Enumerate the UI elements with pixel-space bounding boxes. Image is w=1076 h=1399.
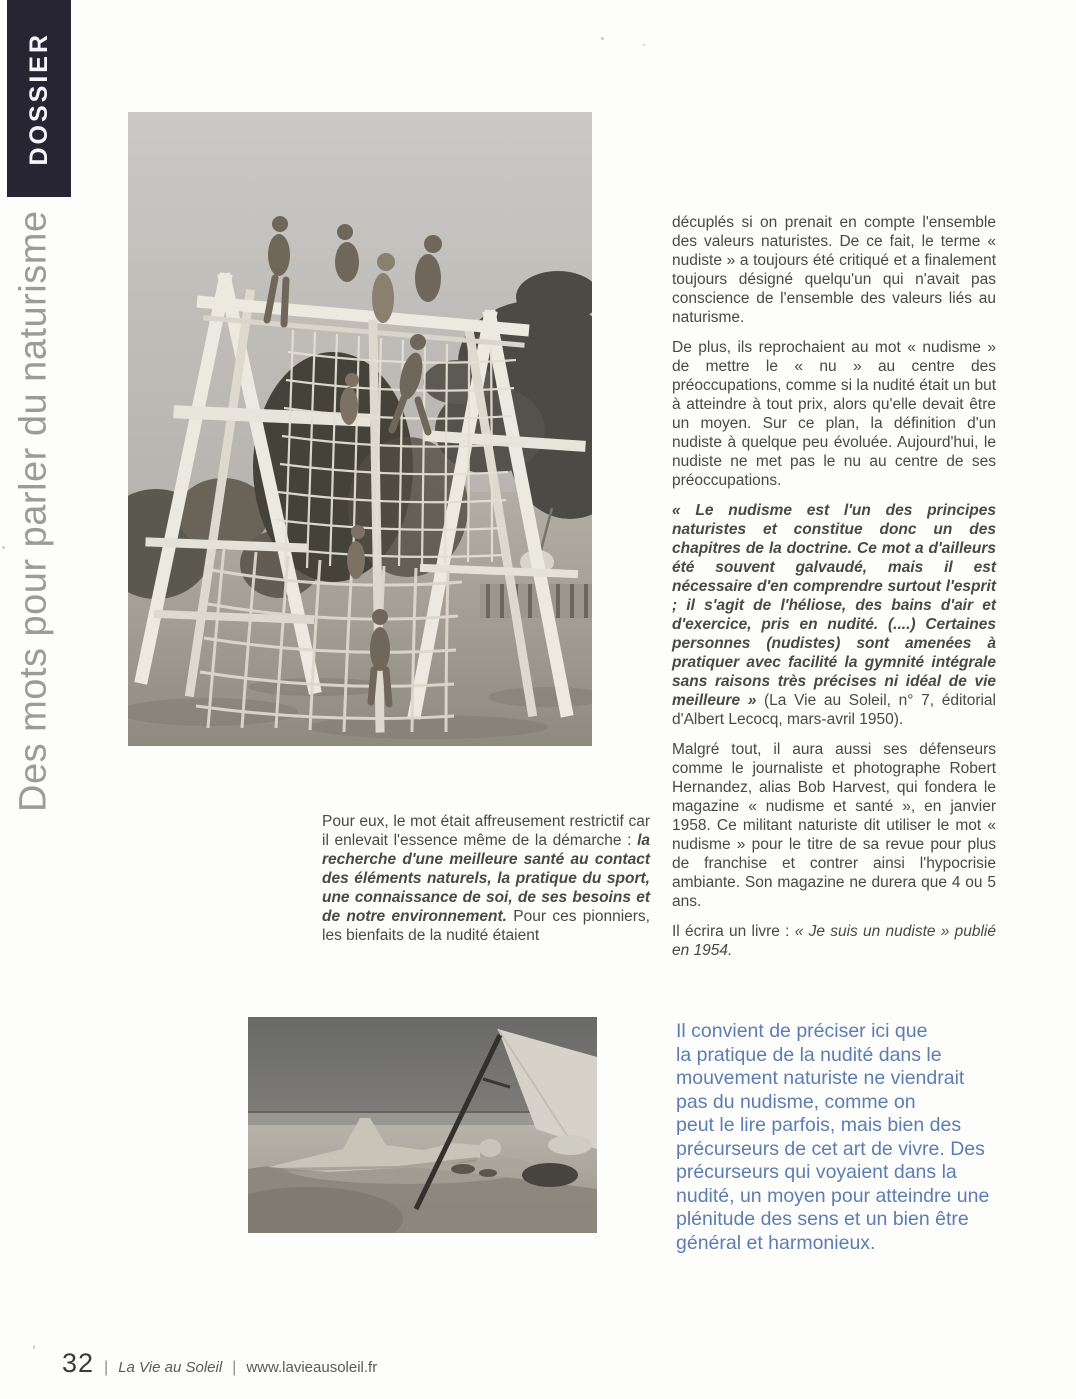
- section-vertical-title: Des mots pour parler du naturisme: [12, 210, 55, 812]
- paragraph-1: décuplés si on prenait en compte l'ensemble des valeurs naturistes. De ce fait, le terme « nudiste » a toujours été critiqué et a finalement toujours désigné quelqu'un qui n'avait pas conscience de l'ensemble des valeurs liés au naturisme.: [672, 214, 996, 326]
- quote-paragraph: [672, 501, 996, 729]
- intro-paragraph-start: Pour eux, le mot était affreusement restrictif car il enlevait l'essence même de la démarche :: [322, 813, 650, 849]
- paragraph-5-start: Il écrira un livre :: [672, 923, 795, 940]
- blue-note: [676, 1020, 1016, 1255]
- blue-note-line: général et harmonieux.: [676, 1231, 876, 1254]
- blue-note-line: précurseurs de cet art de vivre. Des: [676, 1137, 985, 1160]
- intro-paragraph-emphasis: la recherche d'une meilleure santé au contact des éléments naturels, la pratique du sport, une connaissance de soi, de ses besoins et de notre environnement.: [322, 832, 650, 925]
- paragraph-4: Malgré tout, il aura aussi ses défenseurs comme le journaliste et photographe Robert Hernandez, alias Bob Harvest, qui fondera le magazine « nudisme et santé », en janvier 1958. Ce militant naturiste dit utiliser le mot « nudisme » pour le titre de sa revue pour plus de franchise et contrer ainsi l'hypocrisie ambiante. Son magazine ne durera que 4 ou 5 ans.: [672, 741, 996, 910]
- book-title: « Je suis un nudiste » publié en 1954.: [672, 923, 996, 959]
- scan-speck: [2, 546, 5, 549]
- scan-speck: [601, 37, 604, 40]
- photo-beach-sunbather: [248, 1017, 597, 1233]
- blue-note-line: la pratique de la nudité dans le: [676, 1043, 942, 1066]
- footer-separator: |: [104, 1359, 109, 1376]
- scan-speck: [33, 1345, 35, 1349]
- blue-note-line: précurseurs qui voyaient dans la: [676, 1161, 957, 1183]
- blue-note-line: plénitude des sens et un bien être: [676, 1208, 969, 1230]
- website-url: www.lavieausoleil.fr: [246, 1359, 378, 1376]
- blue-note-line: Il convient de préciser ici que: [676, 1020, 928, 1042]
- intro-paragraph: [322, 812, 650, 945]
- intro-paragraph-end: Pour ces pionniers, les bienfaits de la nudité étaient: [322, 908, 650, 944]
- dossier-label: DOSSIER: [24, 31, 53, 166]
- quote-text: « Le nudisme est l'un des principes naturistes et constitue donc un des chapitres de la doctrine. Ce mot a d'ailleurs été souvent galvaudé, mais il est nécessaire d'en comprendre surtout l'esprit ; il s'agit de l'héliose, des bains d'air et d'exercice, pris en nudité. (....) Certaines personnes (nudistes) sont amenées à pratiquer avec facilité la gymnité intégrale sans raisons très précises ni idéal de vie meilleure »: [672, 502, 996, 709]
- photo-children-climbing-net: [128, 112, 592, 746]
- magazine-name: La Vie au Soleil: [118, 1359, 223, 1376]
- right-column: [672, 213, 996, 960]
- dossier-tab: [7, 0, 71, 197]
- blue-note-line: pas du nudisme, comme on: [676, 1090, 916, 1113]
- blue-note-line: nudité, un moyen pour atteindre une: [676, 1184, 990, 1207]
- scan-speck: [643, 44, 645, 46]
- page-footer: [62, 1348, 377, 1379]
- blue-note-line: mouvement naturiste ne viendrait: [676, 1067, 965, 1089]
- page-number: 32: [62, 1348, 95, 1378]
- paragraph-5: [672, 922, 996, 960]
- blue-note-line: peut le lire parfois, mais bien des: [676, 1114, 962, 1136]
- quote-source: (La Vie au Soleil, n° 7, éditorial d'Albert Lecocq, mars-avril 1950).: [672, 692, 996, 728]
- paragraph-2: De plus, ils reprochaient au mot « nudisme » de mettre le « nu » au centre des préoccupations, comme si la nudité était un but à atteindre à tout prix, alors qu'elle devait être un moyen. Sur ce plan, la définition d'un nudiste à quelque peu évoluée. Aujourd'hui, le nudiste ne met pas le nu au centre de ses préoccupations.: [672, 339, 996, 489]
- footer-separator: |: [232, 1359, 237, 1376]
